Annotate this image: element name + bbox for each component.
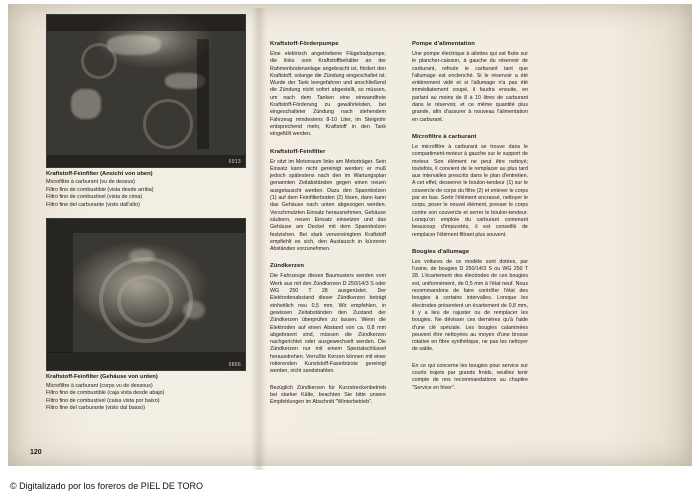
caption-it: Filtro fine del carburante (visto dall'alto) [46, 201, 140, 208]
photo-1-shade [47, 155, 245, 167]
caption-fr: Microfiltre à carburant (corps vu de dessous) [46, 382, 153, 389]
page-gutter-shadow [251, 8, 267, 470]
caption-de: Kraftstoff-Feinfilter (Ansicht von oben) [46, 171, 153, 177]
photo-fuel-filter-top-view [46, 14, 246, 168]
section-heading: Zündkerzen [270, 263, 305, 270]
section-kraftstoff-feinfilter [270, 148, 386, 254]
section-body: En ce qui concerne les bougies pour service sur courts trajets par grands froids, veuillez tenir compte de nos recommandations au chapitre "Service en hiver". [412, 362, 528, 391]
section-heading: Kraftstoff-Förderpumpe [270, 41, 339, 47]
photo-column [46, 14, 244, 413]
photo-code: 6913 [228, 159, 241, 165]
photo-1-highlight [71, 89, 101, 119]
text-column-french [412, 40, 528, 401]
section-heading: Microfiltre à carburant [412, 133, 477, 140]
section-body: Les voitures de ce modèle sont dotées, par l'usine, de bougies D 250/14/3 S ou WG 250 T 28. L'écartement des électrodes de ces bougies est, uniformément, de 0,5 mm à l'état neuf. Nous recommandons de faire contrôler l'état des bougies à certains intervalles. Lorsque les électrodes présentent un écartement de 0,8 mm, il y a lieu de rajuster ou de remplacer les bougies. Ne dévisser ces dernières qu'à l'aide d'une clé spéciale. Les bougies calaminées peuvent être nettoyées au moyen d'une brosse rotative en fibre synthétique, ne pas les nettoyer de sable. [412, 258, 528, 353]
caption-es: Filtro fino de combustible (vista desde arriba) [46, 186, 154, 193]
photo-fuel-filter-housing-bottom [46, 218, 246, 371]
photo-1-fitting [81, 43, 117, 79]
page-number: 120 [30, 449, 42, 456]
section-kraftstoff-foerderpumpe [270, 40, 386, 139]
photo-2-shade [47, 219, 245, 233]
section-body: Le microfiltre à carburant se trouve dans le compartiment-moteur à gauche sur le support de moteur. Son élément ne peut être nettoyé; toutefois, il convient de le remplacer au plus tard aux intervalles prescrits dans le plan d'entretien. A cet effet, desserrer le boulon-tendeur (1) sur le couvercle de corps du filtre (2) et enlever le corps par en bas. Sortir l'élément encrassé, nettoyer le corps, poser le nouvel élément, presser le corps contre son couvercle et serrer le boulon-tendeur. Lorsqu'on emploie du carburant contenant beaucoup d'impuretés, il est conseillé de remplacer l'élément filtrant plus souvent. [412, 143, 528, 238]
section-service-hiver-note [412, 363, 528, 392]
caption-pt: Filtro fino de combustivel (vista de cima) [46, 194, 143, 201]
page-scan-area [8, 4, 692, 466]
section-heading: Bougies d'allumage [412, 248, 470, 255]
caption-pt: Filtro fino de combustivel (caixa vista por baixo) [46, 397, 160, 404]
photo-code: 6866 [228, 362, 241, 369]
caption-fr: Microfiltre à carburant (vu de dessus) [46, 179, 135, 186]
section-bougies-allumage [412, 248, 528, 354]
section-heading: Pompe d'alimentation [412, 41, 475, 47]
section-heading: Kraftstoff-Feinfilter [270, 148, 326, 155]
photo-2-caption [46, 374, 244, 412]
section-microfiltre-carburant [412, 133, 528, 239]
section-body: Eine elektrisch angetriebene Flügelradpumpe, die links vom Kraftstoffbehälter an der Rahmenbodenanlage angebracht ist, fördert den Kraftstoff, solange die Zündung eingeschaltet ist. Wurde der Tank leergefahren und anschließend die Zündung nicht sofort abgestellt, so müssen, um nach dem Tanken eine einwandfreie Kraftstoff-Förderung zu gewährleisten, bei eingeschalteter Zündung nach stehendem Fahrzeug mindestens 8-10 Liter, im Steigrohr entsprechend mehr, Kraftstoff in den Tank eingefüllt werden. [270, 51, 386, 138]
digitization-watermark: © Digitalizado por los foreros de PIEL DE TORO [10, 481, 204, 491]
section-body: Er sitzt im Motorraum links am Motorträger. Sein Einsatz kann nicht gereinigt werden; er muß jedoch spätestens nach den im Wartungsplan genannten Zeitabständen gegen einen neuen ausgetauscht werden. Dazu den Spannbolzen (1) auf dem Feinfilterboden (2) lösen, dann kann das Gehäuse nach unten abgezogen werden. Verschmutzten Einsatz herausnehmen, Gehäuse säubern, neuen Einsatz einsetzen und das Gehäuse am Deckel mit dem Spannbolzen festziehen. Bei stark verunreinigtem Kraftstoff empfiehlt es sich, den Austausch in kürzeren Abständen vorzunehmen. [270, 158, 386, 253]
section-body: Bezüglich Zündkerzen für Kurzstreckenbetrieb bei starker Kälte, beachten Sie bitte unsere Empfehlungen im Abschnitt "Winterbetrieb". [270, 384, 386, 406]
caption-de: Kraftstoff-Feinfilter (Gehäuse von unten) [46, 374, 158, 381]
caption-it: Filtro fine del carburante (visto dal basso) [46, 405, 145, 412]
text-column-german [270, 40, 386, 415]
section-body: Die Fahrzeuge dieses Baumusters werden vom Werk aus mit den Zündkerzen D 250/14/3 S oder WG 250 T 28 ausgerüstet. Der Elektrodenabstand dieser Zündkerzen beträgt einheitlich neu 0,5 mm. Wir empfehlen, in gewissen Zeitabständen den Zustand der Zündkerzen überprüfen zu lassen. Wenn die Elektroden auf einen Abstand von ca. 0,8 mm abgebrannt sind, müssen die Zündkerzen nachgerichtet oder ausgewechselt werden. Die Zündkerzen nur mit einem Spezialschlüssel herausdrehen. Verrußte Kerzen können mit einer rotierenden Kunststoff-Faserbürste gereinigt werden, nicht sandstrahlen. [270, 273, 386, 375]
photo-1-filter-body [143, 99, 193, 149]
photo-1-shade [197, 39, 209, 149]
photo-2-shade [47, 233, 73, 353]
section-winterbetrieb-note [270, 385, 386, 407]
section-zuendkerzen [270, 262, 386, 375]
caption-es: Filtro fino de combustible (caja vista desde abajo) [46, 390, 165, 397]
photo-2-shade [47, 352, 245, 370]
section-pompe-alimentation [412, 40, 528, 124]
photo-1-shade [47, 15, 245, 31]
photo-1-caption [46, 171, 244, 209]
section-body: Une pompe électrique à ailettes qui est fixée sur le plancher-caisson, à gauche du réservoir de carburant, refoule le carburant tant que l'allumage est enclenché. Si le réservoir a été entièrement vidé et si l'allumage n'a pas été immédiatement coupé, il faudra ensuite, en parlant au moins de 8 à 10 litres de carburant dans le réservoir, et ce même quantité plus grande, afin d'assurer à nouveau l'alimentation en carburant. [412, 51, 528, 123]
